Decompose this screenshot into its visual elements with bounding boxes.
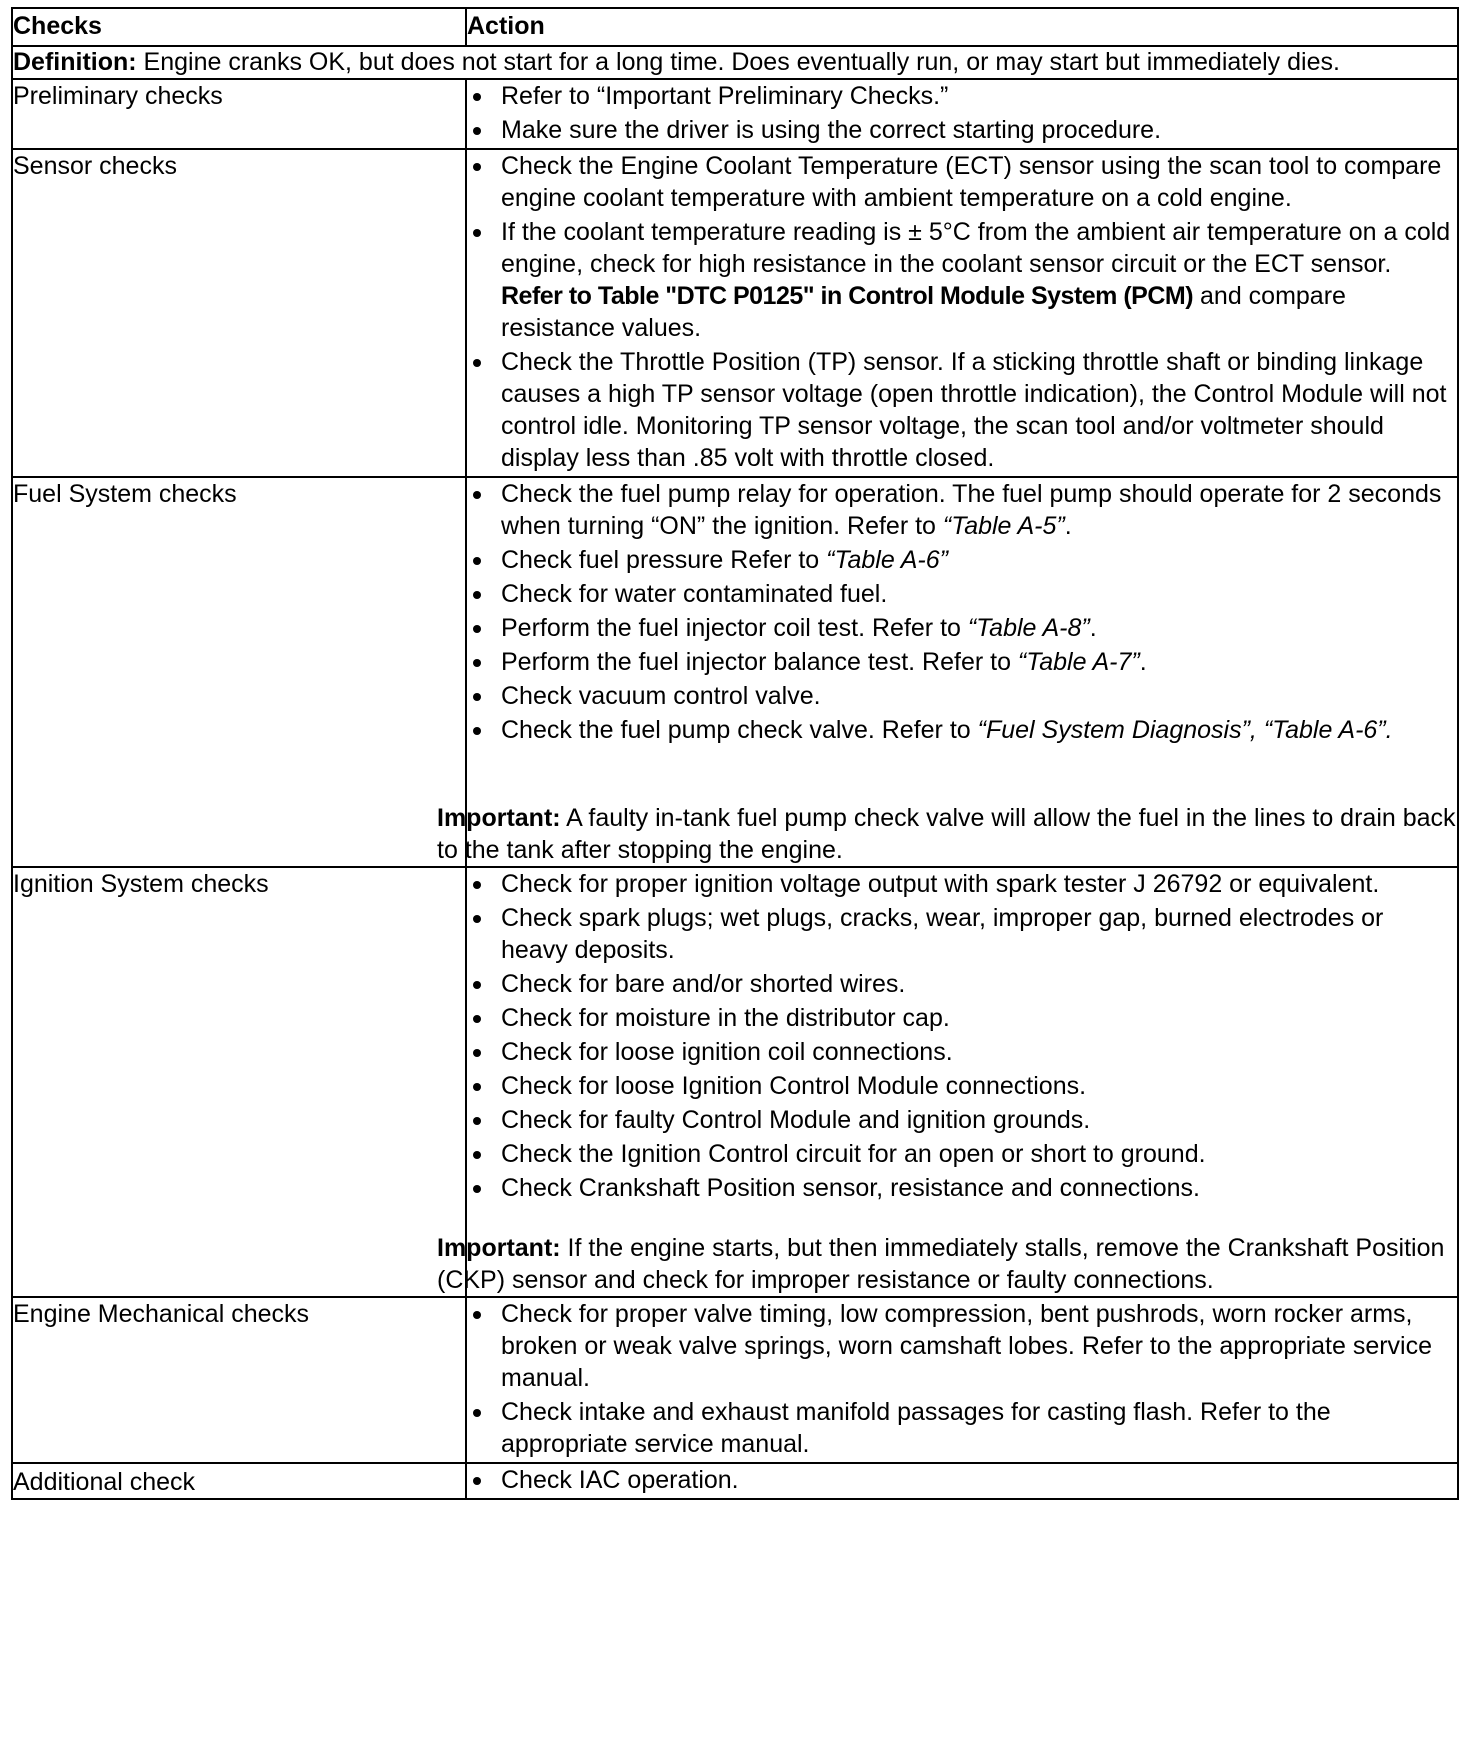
list-item: Check the Ignition Control circuit for an open or short to ground. <box>467 1138 1457 1170</box>
action-cell <box>466 1297 1458 1463</box>
item-text: . <box>1064 512 1072 540</box>
list-item <box>467 612 1457 644</box>
table-row-ignition <box>12 867 1458 1297</box>
list-item: Refer to “Important Preliminary Checks.” <box>467 80 1457 112</box>
item-text: Perform the fuel injector balance test. Refer to <box>501 648 1018 676</box>
list-item: Check spark plugs; wet plugs, cracks, wear, improper gap, burned electrodes or heavy deposits. <box>467 902 1457 966</box>
list-item: Check vacuum control valve. <box>467 680 1457 712</box>
important-note <box>437 1232 1457 1296</box>
list-item <box>467 714 1457 746</box>
check-cell: Ignition System checks <box>12 867 466 1297</box>
table-reference: Refer to Table "DTC P0125" in Control Module System (PCM) <box>501 282 1194 310</box>
list-item: Make sure the driver is using the correct starting procedure. <box>467 114 1457 146</box>
action-list <box>467 80 1457 146</box>
table-row-preliminary <box>12 79 1458 149</box>
note-text: A faulty in-tank fuel pump check valve will allow the fuel in the lines to drain back to the tank after stopping the engine. <box>437 804 1456 864</box>
item-text: Check fuel pressure Refer to <box>501 546 827 574</box>
list-item: Check the Throttle Position (TP) sensor. If a sticking throttle shaft or binding linkage causes a high TP sensor voltage (open throttle indication), the Control Module will not control idle. Monitoring TP sensor voltage, the scan tool and/or voltmeter should display less than .85 volt with throttle closed. <box>467 346 1457 474</box>
action-cell <box>437 867 1458 1297</box>
item-text: Check the fuel pump relay for operation. The fuel pump should operate for 2 seconds when turning “ON” the ignition. Refer to <box>501 480 1442 540</box>
list-item: Check IAC operation. <box>467 1464 1457 1496</box>
item-text: . <box>1139 648 1147 676</box>
table-reference: “Table A-6” <box>826 546 948 574</box>
diagnosis-table <box>11 7 1459 1500</box>
table-row-additional <box>12 1463 1458 1499</box>
item-text: Perform the fuel injector coil test. Refer to <box>501 614 968 642</box>
check-cell: Preliminary checks <box>12 79 466 149</box>
definition-label: Definition: <box>13 48 137 76</box>
check-cell: Sensor checks <box>12 149 466 477</box>
check-cell: Engine Mechanical checks <box>12 1297 466 1463</box>
header-row <box>12 8 1458 46</box>
table-reference: “Table A-8” <box>967 614 1090 642</box>
item-text: and compare resistance values. <box>501 282 1346 342</box>
note-label: Important: <box>437 1234 561 1262</box>
list-item: Check for proper ignition voltage output with spark tester J 26792 or equivalent. <box>467 868 1457 900</box>
list-item <box>467 544 1457 576</box>
list-item: Check for bare and/or shorted wires. <box>467 968 1457 1000</box>
definition-text: Engine cranks OK, but does not start for a long time. Does eventually run, or may start but immediately dies. <box>136 48 1340 76</box>
action-cell <box>466 79 1458 149</box>
list-item: Check for proper valve timing, low compression, bent pushrods, worn rocker arms, broken or weak valve springs, worn camshaft lobes. Refer to the appropriate service manual. <box>467 1298 1457 1394</box>
table-row-sensor <box>12 149 1458 477</box>
header-action: Action <box>466 8 1458 46</box>
definition-row <box>12 46 1458 79</box>
action-list <box>467 478 1457 746</box>
check-cell: Fuel System checks <box>12 477 466 867</box>
table-reference: “Fuel System Diagnosis”, “Table A-6”. <box>977 716 1393 744</box>
check-cell: Additional check <box>12 1463 466 1499</box>
item-text: Check the fuel pump check valve. Refer to <box>501 716 978 744</box>
action-cell <box>466 1463 1458 1499</box>
header-checks: Checks <box>12 8 466 46</box>
note-label: Important: <box>437 804 561 832</box>
list-item: Check intake and exhaust manifold passages for casting flash. Refer to the appropriate service manual. <box>467 1396 1457 1460</box>
action-list <box>467 1464 1457 1496</box>
list-item: Check the Engine Coolant Temperature (ECT) sensor using the scan tool to compare engine coolant temperature with ambient temperature on a cold engine. <box>467 150 1457 214</box>
list-item: Check for moisture in the distributor cap. <box>467 1002 1457 1034</box>
important-note <box>437 802 1457 866</box>
action-cell <box>437 477 1458 867</box>
list-item <box>467 646 1457 678</box>
item-text: . <box>1089 614 1097 642</box>
action-cell <box>466 149 1458 477</box>
note-text: If the engine starts, but then immediately stalls, remove the Crankshaft Position (CKP) sensor and check for improper resistance or faulty connections. <box>437 1234 1445 1294</box>
table-reference: “Table A-7” <box>1017 648 1140 676</box>
definition-cell <box>12 46 1458 79</box>
table-reference: “Table A-5” <box>942 512 1065 540</box>
list-item <box>467 216 1457 344</box>
table-row-fuel <box>12 477 1458 867</box>
action-list <box>467 1298 1457 1460</box>
list-item: Check for loose ignition coil connections. <box>467 1036 1457 1068</box>
list-item <box>467 478 1457 542</box>
table-row-mechanical <box>12 1297 1458 1463</box>
list-item: Check Crankshaft Position sensor, resistance and connections. <box>467 1172 1457 1204</box>
action-list <box>467 868 1457 1204</box>
list-item: Check for loose Ignition Control Module connections. <box>467 1070 1457 1102</box>
list-item: Check for faulty Control Module and ignition grounds. <box>467 1104 1457 1136</box>
action-list <box>467 150 1457 474</box>
list-item: Check for water contaminated fuel. <box>467 578 1457 610</box>
item-text: If the coolant temperature reading is ± 5°C from the ambient air temperature on a cold engine, check for high resistance in the coolant sensor circuit or the ECT sensor. <box>501 218 1451 278</box>
